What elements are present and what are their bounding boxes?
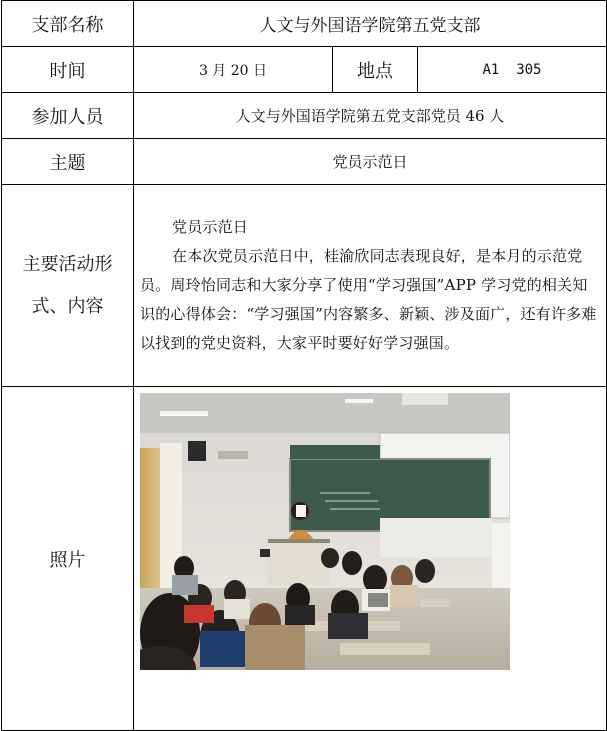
classroom-photo	[140, 393, 510, 670]
row-photo	[2, 387, 607, 731]
time-value: 3 月 20 日	[134, 47, 333, 93]
row-theme	[2, 139, 607, 185]
record-table	[1, 0, 607, 731]
place-value: A1 305	[418, 47, 607, 93]
time-label: 时间	[2, 47, 134, 93]
activity-label-line1: 主要活动形	[22, 253, 113, 275]
attendees-value: 人文与外国语学院第五党支部党员 46 人	[134, 93, 607, 139]
row-time-place	[2, 47, 607, 93]
theme-label: 主题	[2, 139, 134, 185]
activity-content	[134, 185, 607, 387]
photo-label: 照片	[2, 387, 134, 731]
row-attendees	[2, 93, 607, 139]
row-activity	[2, 185, 607, 387]
classroom-photo-image	[140, 393, 510, 670]
activity-label-line2: 式、内容	[31, 295, 104, 317]
branch-label: 支部名称	[2, 1, 134, 47]
row-branch	[2, 1, 607, 47]
theme-value: 党员示范日	[134, 139, 607, 185]
activity-label	[2, 185, 134, 387]
activity-body: 在本次党员示范日中，桂渝欣同志表现良好，是本月的示范党员。周玲怡同志和大家分享了使用“学习强国”APP 学习党的相关知识的心得体会：“学习强国”内容繁多、新颖、涉及面广，还有许多难以找到的党史资料，大家平时要好好学习强国。	[140, 247, 597, 352]
attendees-label: 参加人员	[2, 93, 134, 139]
photo-cell	[134, 387, 607, 731]
activity-title: 党员示范日	[172, 218, 249, 236]
place-label: 地点	[333, 47, 418, 93]
branch-value: 人文与外国语学院第五党支部	[134, 1, 607, 47]
